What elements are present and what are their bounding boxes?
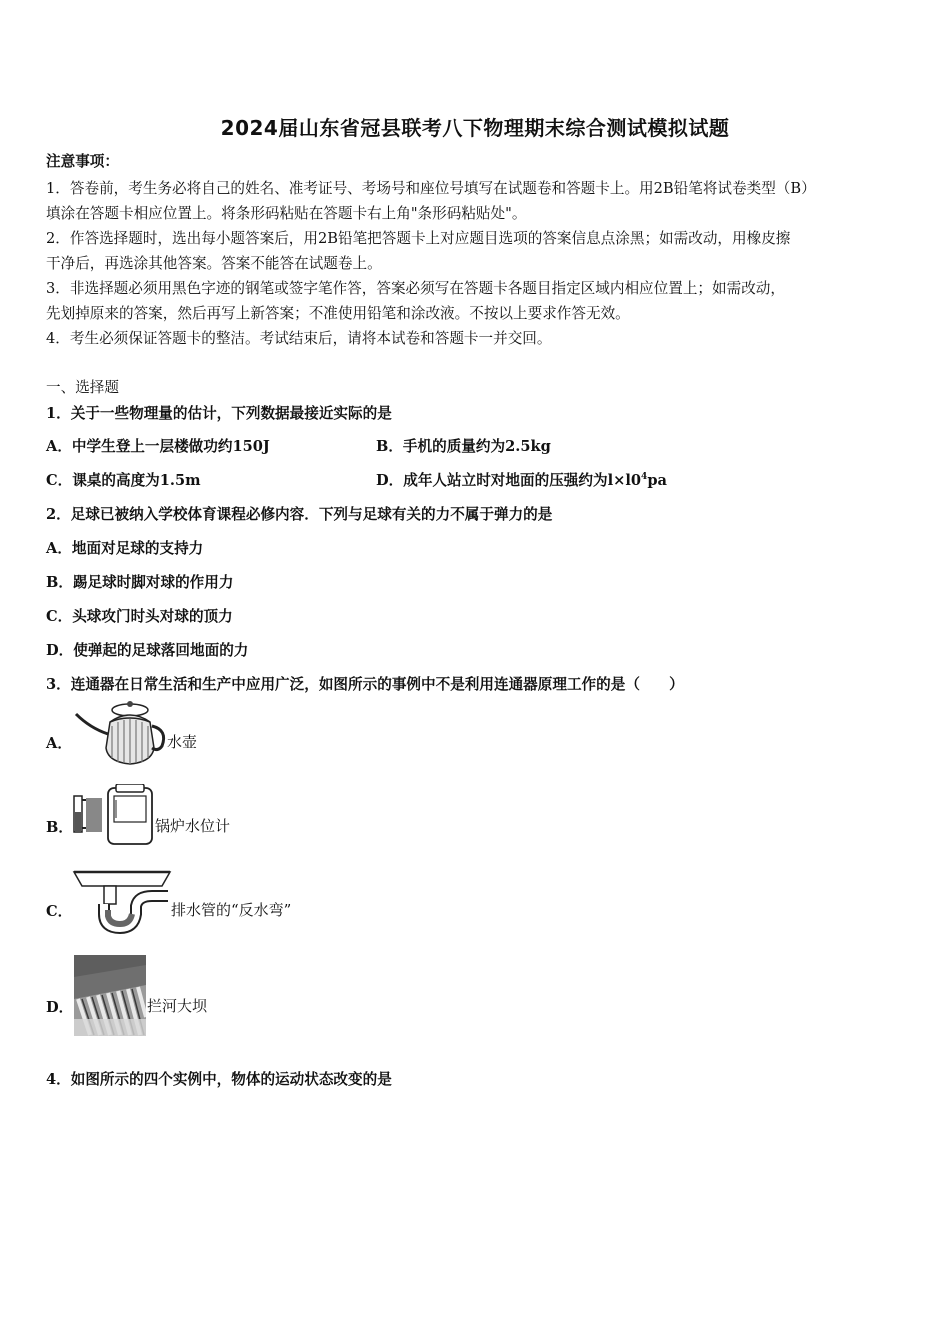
q1-option-a: A．中学生登上一层楼做功约150J — [46, 438, 270, 455]
exam-title: 2024届山东省冠县联考八下物理期末综合测试模拟试题 — [220, 116, 730, 140]
q2-option-a: A．地面对足球的支持力 — [46, 540, 204, 557]
boiler-gauge-illustration — [72, 784, 156, 848]
q3-option-c-caption: 排水管的“反水弯” — [171, 901, 292, 919]
q3-option-b-label: B． — [46, 819, 73, 836]
notice-line: 干净后，再选涂其他答案。答案不能答在试题卷上。 — [46, 255, 382, 272]
notice-line: 先划掉原来的答案，然后再写上新答案；不准使用铅笔和涂改液。不按以上要求作答无效。 — [46, 305, 630, 322]
question-4-stem: 4．如图所示的四个实例中，物体的运动状态改变的是 — [46, 1071, 392, 1088]
kettle-illustration — [72, 700, 168, 768]
question-1-stem: 1．关于一些物理量的估计，下列数据最接近实际的是 — [46, 405, 392, 422]
notice-line: 2．作答选择题时，选出每小题答案后，用2B铅笔把答题卡上对应题目选项的答案信息点涂黑；如需改动，用橡皮擦 — [46, 230, 791, 247]
q3-option-b-caption: 锅炉水位计 — [155, 817, 231, 835]
notice-line: 填涂在答题卡相应位置上。将条形码粘贴在答题卡右上角"条形码粘贴处"。 — [46, 205, 527, 222]
question-2-stem: 2．足球已被纳入学校体育课程必修内容．下列与足球有关的力不属于弹力的是 — [46, 506, 553, 523]
q1-option-d-unit: pa — [647, 472, 667, 489]
q3-option-c-label: C． — [46, 903, 73, 920]
q1-option-b: B．手机的质量约为2.5kg — [376, 438, 551, 455]
q3-option-a-caption: 水壶 — [167, 733, 198, 751]
q3-option-d-caption: 拦河大坝 — [147, 997, 208, 1015]
section-heading: 一、选择题 — [46, 379, 119, 396]
q1-option-d-exponent: 4 — [641, 472, 648, 483]
drain-trap-illustration — [72, 866, 172, 934]
question-3-stem: 3．连通器在日常生活和生产中应用广泛，如图所示的事例中不是利用连通器原理工作的是（ ） — [46, 676, 684, 693]
q3-option-d-label: D． — [46, 999, 74, 1016]
notice-line: 3．非选择题必须用黑色字迹的钢笔或签字笔作答，答案必须写在答题卡各题目指定区域内相应位置上；如需改动， — [46, 280, 785, 297]
q1-option-d-text: D．成年人站立时对地面的压强约为l×l0 — [376, 472, 642, 489]
notice-heading: 注意事项： — [46, 153, 119, 170]
notice-line: 4．考生必须保证答题卡的整洁。考试结束后，请将本试卷和答题卡一并交回。 — [46, 330, 552, 347]
q2-option-b: B．踢足球时脚对球的作用力 — [46, 574, 234, 591]
q2-option-d: D．使弹起的足球落回地面的力 — [46, 642, 249, 659]
q3-option-a-label: A． — [46, 735, 72, 752]
notice-line: 1．答卷前，考生务必将自己的姓名、准考证号、考场号和座位号填写在试题卷和答题卡上。用2B铅笔将试卷类型（B） — [46, 180, 816, 197]
q1-option-c: C．课桌的高度为1.5m — [46, 472, 201, 489]
q1-option-d — [376, 469, 667, 490]
q2-option-c: C．头球攻门时头对球的顶力 — [46, 608, 233, 625]
dam-photo — [74, 955, 146, 1036]
